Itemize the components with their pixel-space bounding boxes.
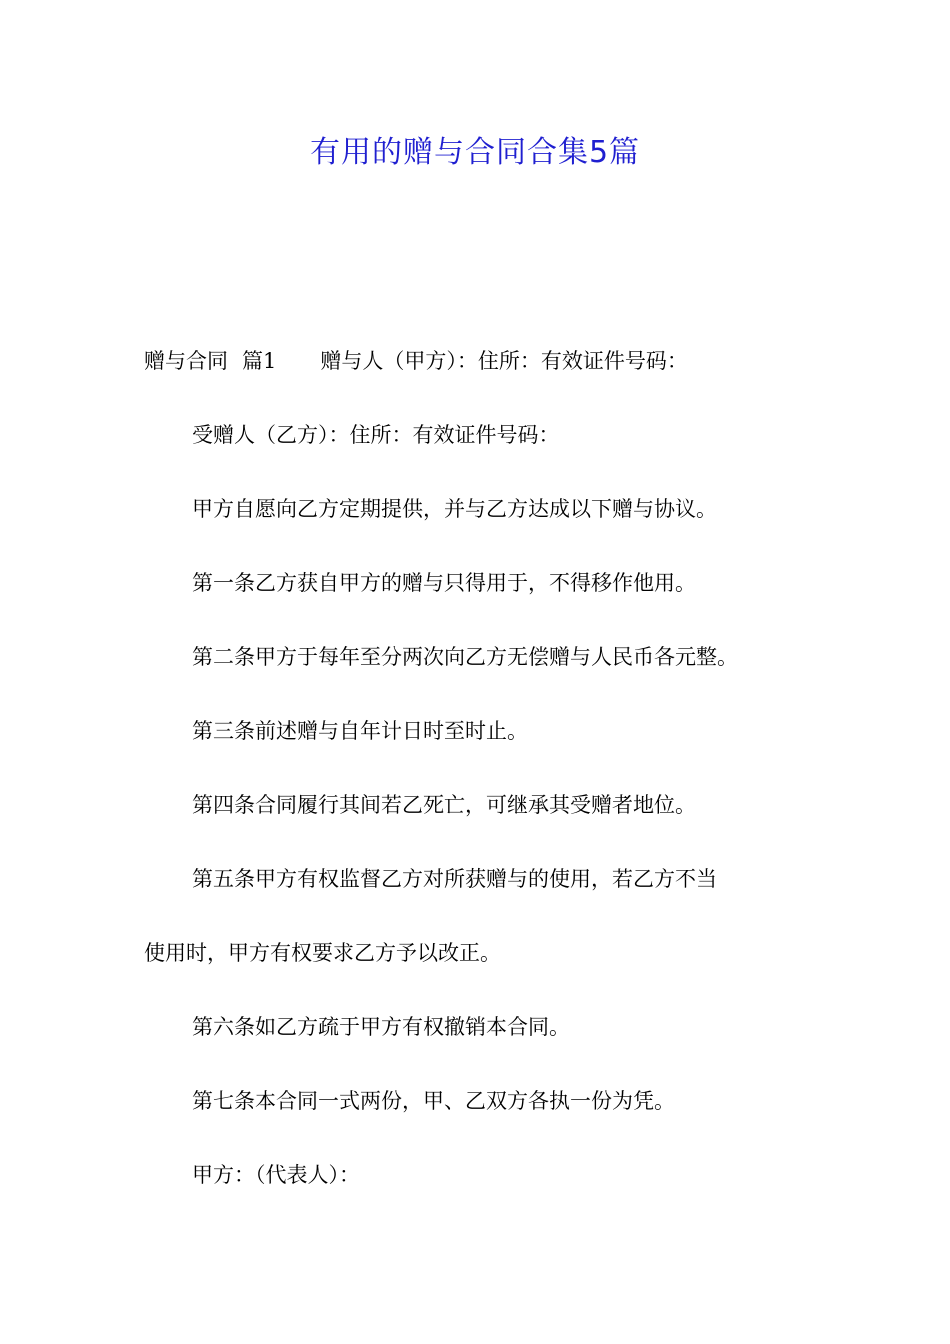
signature-line: 甲方：（代表人）： [192, 1163, 360, 1187]
paragraph: 受赠人（乙方）：住所：有效证件号码： [192, 423, 560, 447]
paragraph-line-1: 第五条甲方有权监督乙方对所获赠与的使用，若乙方不当 [192, 867, 717, 891]
contract-heading: 赠与合同 [144, 349, 228, 373]
section-label: 篇1 [242, 349, 277, 373]
paragraph: 第六条如乙方疏于甲方有权撤销本合同。 [192, 1015, 570, 1039]
paragraph-line-2: 使用时，甲方有权要求乙方予以改正。 [144, 941, 501, 965]
paragraph: 第四条合同履行其间若乙死亡，可继承其受赠者地位。 [192, 793, 696, 817]
paragraph: 第一条乙方获自甲方的赠与只得用于，不得移作他用。 [192, 571, 696, 595]
donor-info: 赠与人（甲方）：住所：有效证件号码： [320, 349, 688, 373]
first-line [144, 336, 814, 386]
wrapped-paragraph [144, 854, 814, 978]
paragraph: 第二条甲方于每年至分两次向乙方无偿赠与人民币各元整。 [192, 645, 738, 669]
document-body [144, 336, 814, 1224]
paragraph: 第三条前述赠与自年计日时至时止。 [192, 719, 528, 743]
document-title: 有用的赠与合同合集5篇 [309, 135, 641, 170]
paragraph: 第七条本合同一式两份，甲、乙双方各执一份为凭。 [192, 1089, 675, 1113]
paragraph: 甲方自愿向乙方定期提供，并与乙方达成以下赠与协议。 [192, 497, 717, 521]
